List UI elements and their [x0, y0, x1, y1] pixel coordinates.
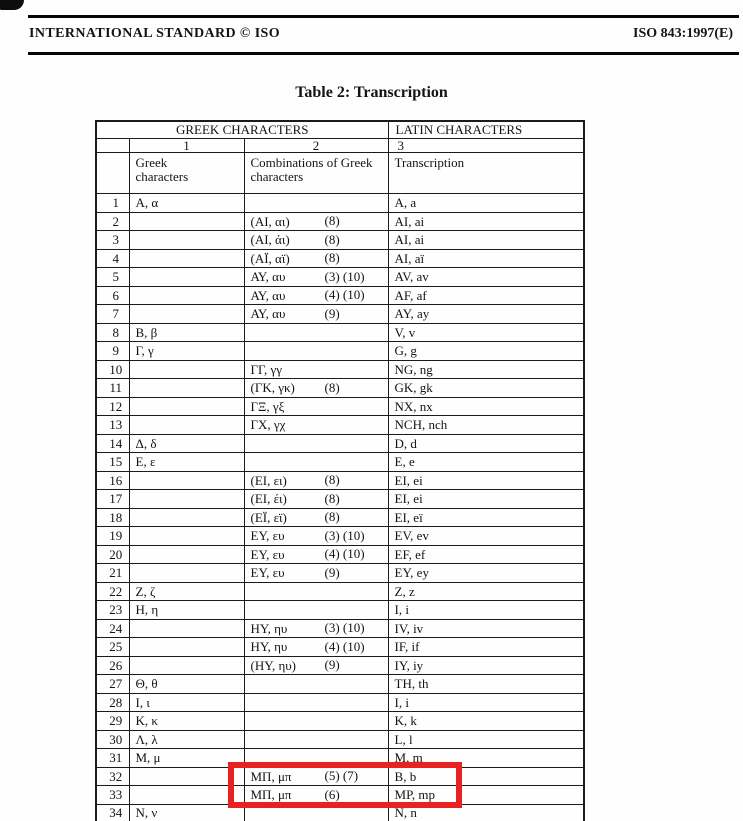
- table-row: [96, 527, 584, 546]
- table-row: [96, 564, 584, 583]
- transcription-cell: A, a: [388, 194, 584, 213]
- combination-text: ΗΥ, ηυ: [250, 639, 288, 655]
- combination-text: (ΕΙ, έι): [250, 491, 287, 507]
- table-row: [96, 379, 584, 398]
- greek-characters-cell: [129, 786, 244, 805]
- row-number: 25: [96, 638, 129, 657]
- greek-characters-cell: [129, 638, 244, 657]
- col-label-transcription: Transcription: [388, 153, 584, 194]
- greek-combination-cell: [244, 601, 388, 620]
- greek-characters-cell: [129, 767, 244, 786]
- greek-characters-cell: Θ, θ: [129, 675, 244, 694]
- greek-combination-cell: [244, 582, 388, 601]
- transcription-cell: TH, th: [388, 675, 584, 694]
- row-number: 34: [96, 804, 129, 821]
- row-number: 3: [96, 231, 129, 250]
- table-row: [96, 582, 584, 601]
- table-row: [96, 712, 584, 731]
- row-number: 32: [96, 767, 129, 786]
- combination-text: (ΕΪ, εϊ): [250, 509, 287, 525]
- greek-combination-cell: [244, 656, 388, 675]
- transcription-cell: EY, ey: [388, 564, 584, 583]
- row-number: 15: [96, 453, 129, 472]
- greek-characters-cell: Γ, γ: [129, 342, 244, 361]
- note-reference: (9): [324, 306, 340, 322]
- greek-characters-cell: Β, β: [129, 323, 244, 342]
- row-number: 18: [96, 508, 129, 527]
- row-number: 1: [96, 194, 129, 213]
- row-number: 24: [96, 619, 129, 638]
- greek-combination-cell: [244, 434, 388, 453]
- standard-number: ISO 843:1997(E): [633, 26, 733, 41]
- greek-characters-cell: [129, 231, 244, 250]
- note-reference: (5) (7): [324, 768, 359, 784]
- transcription-cell: IF, if: [388, 638, 584, 657]
- greek-combination-cell: [244, 379, 388, 398]
- transcription-cell: AI, ai: [388, 231, 584, 250]
- header-rule-bottom: [28, 52, 739, 55]
- row-number: 17: [96, 490, 129, 509]
- greek-combination-cell: [244, 231, 388, 250]
- transcription-cell: M, m: [388, 749, 584, 768]
- combination-text: (ΗΥ, ηυ): [250, 657, 297, 673]
- table-row: [96, 490, 584, 509]
- transcription-cell: EI, eï: [388, 508, 584, 527]
- combination-text: (ΓΚ, γκ): [250, 380, 295, 396]
- greek-combination-cell: [244, 268, 388, 287]
- row-number: 14: [96, 434, 129, 453]
- combination-text: ΑΥ, αυ: [250, 287, 286, 303]
- greek-characters-cell: [129, 286, 244, 305]
- transcription-cell: EV, ev: [388, 527, 584, 546]
- col-number-1: 1: [129, 138, 244, 153]
- table-row: [96, 342, 584, 361]
- transcription-cell: AV, av: [388, 268, 584, 287]
- greek-characters-cell: [129, 249, 244, 268]
- transcription-table: [95, 120, 585, 821]
- header-rule-top: [28, 15, 739, 18]
- greek-combination-cell: [244, 471, 388, 490]
- transcription-cell: D, d: [388, 434, 584, 453]
- row-number: 33: [96, 786, 129, 805]
- combination-text: ΕΥ, ευ: [250, 528, 285, 544]
- empty-cell: [96, 153, 129, 194]
- greek-combination-cell: [244, 749, 388, 768]
- note-reference: (8): [324, 491, 340, 507]
- column-label-row: [96, 153, 584, 194]
- greek-characters-cell: Ζ, ζ: [129, 582, 244, 601]
- greek-characters-cell: [129, 397, 244, 416]
- greek-characters-cell: [129, 268, 244, 287]
- row-number: 16: [96, 471, 129, 490]
- greek-combination-cell: [244, 730, 388, 749]
- group-header-greek: GREEK CHARACTERS: [96, 121, 388, 138]
- row-number: 13: [96, 416, 129, 435]
- transcription-cell: Z, z: [388, 582, 584, 601]
- greek-combination-cell: [244, 527, 388, 546]
- greek-combination-cell: [244, 619, 388, 638]
- combination-text: (ΕΙ, ει): [250, 472, 287, 488]
- row-number: 4: [96, 249, 129, 268]
- table-row: [96, 212, 584, 231]
- note-reference: (8): [324, 250, 340, 266]
- transcription-cell: EI, ei: [388, 490, 584, 509]
- greek-combination-cell: [244, 804, 388, 821]
- transcription-cell: AF, af: [388, 286, 584, 305]
- row-number: 28: [96, 693, 129, 712]
- row-number: 11: [96, 379, 129, 398]
- greek-characters-cell: [129, 305, 244, 324]
- transcription-cell: E, e: [388, 453, 584, 472]
- transcription-cell: IY, iy: [388, 656, 584, 675]
- table-row: [96, 508, 584, 527]
- greek-combination-cell: [244, 564, 388, 583]
- row-number: 27: [96, 675, 129, 694]
- group-header-latin: LATIN CHARACTERS: [388, 121, 584, 138]
- combination-text: ΑΥ, αυ: [250, 269, 286, 285]
- transcription-cell: AI, aï: [388, 249, 584, 268]
- table-row: [96, 675, 584, 694]
- row-number: 8: [96, 323, 129, 342]
- greek-characters-cell: Δ, δ: [129, 434, 244, 453]
- row-number: 26: [96, 656, 129, 675]
- greek-combination-cell: [244, 212, 388, 231]
- row-number: 20: [96, 545, 129, 564]
- transcription-cell: MP, mp: [388, 786, 584, 805]
- column-number-row: [96, 138, 584, 153]
- greek-combination-cell: [244, 305, 388, 324]
- greek-characters-cell: [129, 490, 244, 509]
- transcription-cell: V, v: [388, 323, 584, 342]
- greek-characters-cell: Α, α: [129, 194, 244, 213]
- note-reference: (8): [324, 380, 340, 396]
- combination-text: ΓΧ, γχ: [250, 417, 286, 433]
- greek-characters-cell: [129, 379, 244, 398]
- transcription-cell: EI, ei: [388, 471, 584, 490]
- combination-text: (ΑΙ, άι): [250, 232, 290, 248]
- table-row: [96, 656, 584, 675]
- row-number: 10: [96, 360, 129, 379]
- row-number: 29: [96, 712, 129, 731]
- col-number-2: 2: [244, 138, 388, 153]
- table-row: [96, 471, 584, 490]
- greek-combination-cell: [244, 508, 388, 527]
- group-header-row: [96, 121, 584, 138]
- greek-characters-cell: [129, 471, 244, 490]
- table-row: [96, 453, 584, 472]
- greek-characters-cell: [129, 619, 244, 638]
- greek-characters-cell: Ι, ι: [129, 693, 244, 712]
- note-reference: (9): [324, 565, 340, 581]
- table-title: Table 2: Transcription: [295, 84, 448, 101]
- transcription-cell: N, n: [388, 804, 584, 821]
- transcription-cell: GK, gk: [388, 379, 584, 398]
- greek-characters-cell: Ν, ν: [129, 804, 244, 821]
- greek-characters-cell: Η, η: [129, 601, 244, 620]
- table-row: [96, 545, 584, 564]
- greek-characters-cell: Μ, μ: [129, 749, 244, 768]
- table-row: [96, 268, 584, 287]
- greek-combination-cell: [244, 638, 388, 657]
- row-number: 6: [96, 286, 129, 305]
- greek-combination-cell: [244, 194, 388, 213]
- table-row: [96, 397, 584, 416]
- greek-combination-cell: [244, 416, 388, 435]
- note-reference: (3) (10): [324, 528, 365, 544]
- greek-combination-cell: [244, 490, 388, 509]
- table-row: [96, 416, 584, 435]
- combination-text: (ΑΙ, αι): [250, 213, 290, 229]
- greek-combination-cell: [244, 712, 388, 731]
- row-number: 30: [96, 730, 129, 749]
- col-label-greek: [129, 153, 244, 194]
- note-reference: (4) (10): [324, 639, 365, 655]
- combination-text: (ΑΪ, αϊ): [250, 250, 290, 266]
- row-number: 7: [96, 305, 129, 324]
- col-label-combinations: Combinations of Greek characters: [244, 153, 388, 194]
- note-reference: (3) (10): [324, 269, 365, 285]
- transcription-cell: EF, ef: [388, 545, 584, 564]
- greek-characters-cell: [129, 508, 244, 527]
- greek-combination-cell: [244, 786, 388, 805]
- note-reference: (6): [324, 787, 340, 803]
- note-reference: (8): [324, 213, 340, 229]
- table-row: [96, 305, 584, 324]
- transcription-cell: IV, iv: [388, 619, 584, 638]
- combination-text: ΕΥ, ευ: [250, 546, 285, 562]
- greek-characters-cell: [129, 656, 244, 675]
- greek-combination-cell: [244, 545, 388, 564]
- table-row: [96, 286, 584, 305]
- table-row: [96, 194, 584, 213]
- greek-characters-cell: [129, 527, 244, 546]
- transcription-cell: AY, ay: [388, 305, 584, 324]
- note-reference: (4) (10): [324, 546, 365, 562]
- transcription-cell: B, b: [388, 767, 584, 786]
- greek-combination-cell: [244, 286, 388, 305]
- combination-text: ΜΠ, μπ: [250, 787, 292, 803]
- row-number: 9: [96, 342, 129, 361]
- transcription-cell: L, l: [388, 730, 584, 749]
- combination-text: ΗΥ, ηυ: [250, 620, 288, 636]
- note-reference: (8): [324, 472, 340, 488]
- greek-characters-cell: Λ, λ: [129, 730, 244, 749]
- greek-combination-cell: [244, 249, 388, 268]
- row-number: 2: [96, 212, 129, 231]
- transcription-cell: G, g: [388, 342, 584, 361]
- table-row: [96, 804, 584, 821]
- note-reference: (4) (10): [324, 287, 365, 303]
- standard-name: INTERNATIONAL STANDARD © ISO: [29, 26, 281, 41]
- table-row: [96, 786, 584, 805]
- table-row: [96, 749, 584, 768]
- row-number: 5: [96, 268, 129, 287]
- table-row: [96, 619, 584, 638]
- table-row: [96, 231, 584, 250]
- note-reference: (8): [324, 509, 340, 525]
- row-number: 21: [96, 564, 129, 583]
- table-row: [96, 323, 584, 342]
- row-number: 12: [96, 397, 129, 416]
- combination-text: ΑΥ, αυ: [250, 306, 286, 322]
- corner-cell: [96, 138, 129, 153]
- greek-combination-cell: [244, 342, 388, 361]
- greek-characters-cell: [129, 545, 244, 564]
- transcription-cell: NG, ng: [388, 360, 584, 379]
- table-row: [96, 730, 584, 749]
- transcription-cell: I, i: [388, 601, 584, 620]
- table-row: [96, 767, 584, 786]
- row-number: 19: [96, 527, 129, 546]
- transcription-cell: K, k: [388, 712, 584, 731]
- note-reference: (3) (10): [324, 620, 365, 636]
- table-row: [96, 693, 584, 712]
- greek-combination-cell: [244, 767, 388, 786]
- transcription-cell: I, i: [388, 693, 584, 712]
- note-reference: (9): [324, 657, 340, 673]
- greek-characters-cell: [129, 416, 244, 435]
- table-row: [96, 638, 584, 657]
- combination-text: ΕΥ, ευ: [250, 565, 285, 581]
- table-row: [96, 360, 584, 379]
- row-number: 22: [96, 582, 129, 601]
- table-row: [96, 434, 584, 453]
- greek-combination-cell: [244, 693, 388, 712]
- row-number: 23: [96, 601, 129, 620]
- note-reference: (8): [324, 232, 340, 248]
- transcription-cell: NX, nx: [388, 397, 584, 416]
- combination-text: ΓΞ, γξ: [250, 398, 285, 414]
- greek-characters-cell: [129, 564, 244, 583]
- greek-characters-cell: [129, 212, 244, 231]
- greek-characters-cell: [129, 360, 244, 379]
- table-body: [96, 194, 584, 821]
- table-row: [96, 601, 584, 620]
- combination-text: ΜΠ, μπ: [250, 768, 292, 784]
- col-number-3: 3: [388, 138, 584, 153]
- scan-artifact: [0, 0, 24, 10]
- greek-characters-cell: Ε, ε: [129, 453, 244, 472]
- transcription-cell: NCH, nch: [388, 416, 584, 435]
- greek-combination-cell: [244, 360, 388, 379]
- row-number: 31: [96, 749, 129, 768]
- table-row: [96, 249, 584, 268]
- greek-combination-cell: [244, 397, 388, 416]
- greek-combination-cell: [244, 323, 388, 342]
- col-label-greek-text: Greek characters: [135, 155, 189, 184]
- combination-text: ΓΓ, γγ: [250, 361, 282, 377]
- transcription-cell: AI, ai: [388, 212, 584, 231]
- greek-combination-cell: [244, 453, 388, 472]
- greek-combination-cell: [244, 675, 388, 694]
- greek-characters-cell: Κ, κ: [129, 712, 244, 731]
